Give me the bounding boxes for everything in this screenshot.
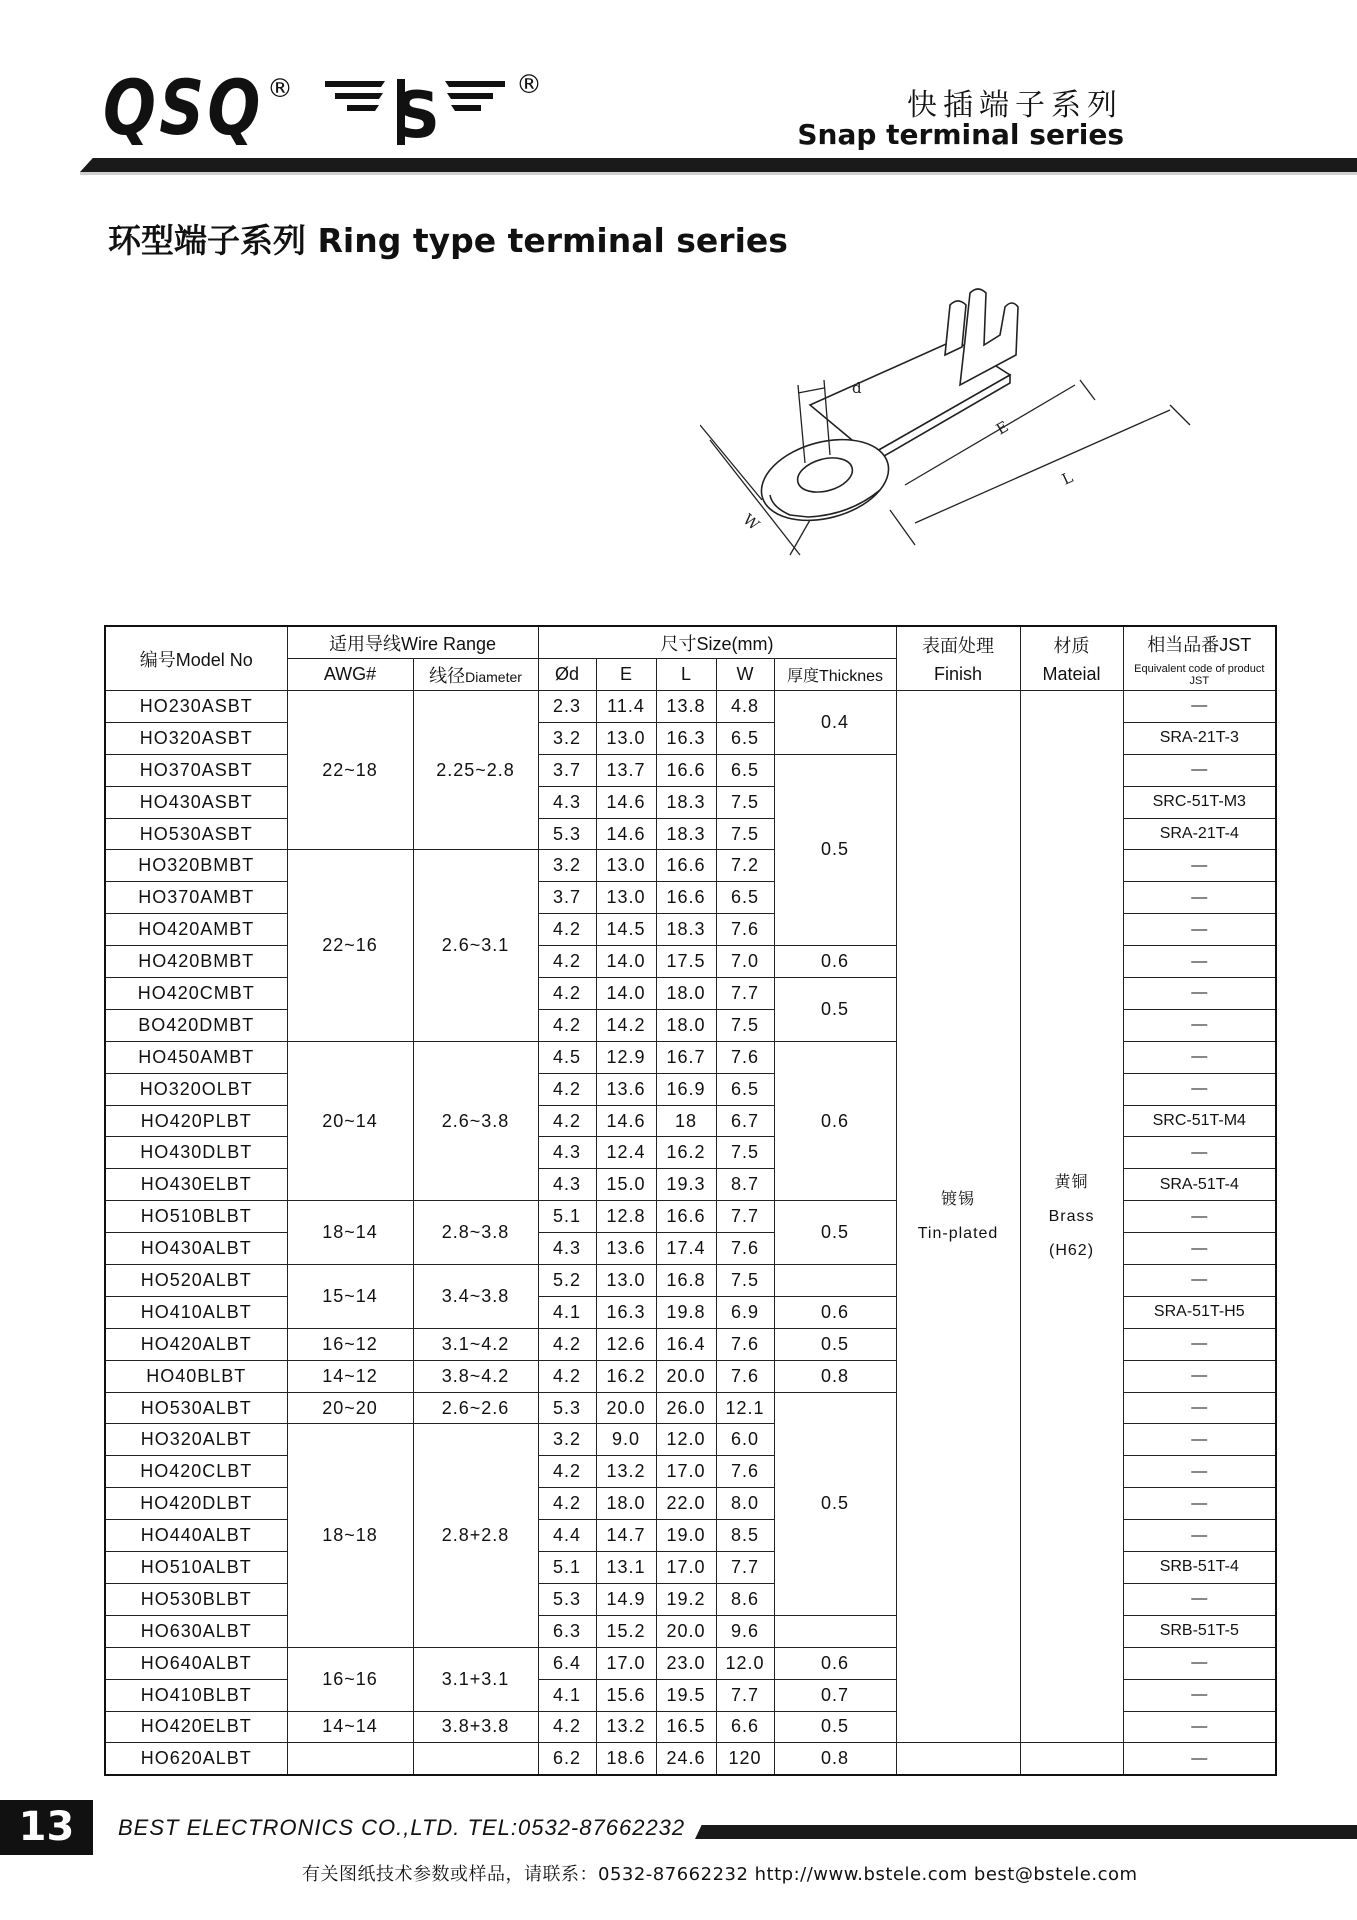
thickness-cell: 0.5 [774,978,896,1042]
jst-cell: — [1123,1041,1276,1073]
e-cell: 13.1 [596,1552,656,1584]
bs-logo-letter: S [393,79,441,147]
w-cell: 6.5 [716,754,774,786]
d-cell: 4.3 [538,1169,596,1201]
e-cell: 13.6 [596,1233,656,1265]
header-d: Ød [538,659,596,691]
w-cell: 9.6 [716,1615,774,1647]
thickness-cell [774,1265,896,1297]
w-cell: 7.5 [716,1265,774,1297]
w-cell: 12.1 [716,1392,774,1424]
model-cell: HO630ALBT [105,1615,287,1647]
d-cell: 6.4 [538,1647,596,1679]
model-cell: HO510ALBT [105,1552,287,1584]
model-cell: HO420AMBT [105,914,287,946]
jst-cell: — [1123,1711,1276,1743]
e-cell: 13.0 [596,850,656,882]
l-cell: 26.0 [656,1392,716,1424]
jst-cell: SRB-51T-4 [1123,1552,1276,1584]
diameter-cell: 2.6~2.6 [413,1392,538,1424]
awg-cell: 16~16 [287,1647,413,1711]
header-jst-sub: Equivalent code of product JST [1134,662,1265,687]
model-cell: HO530ALBT [105,1392,287,1424]
awg-cell: 22~16 [287,850,413,1041]
header-rule-shadow [80,172,1357,175]
d-cell: 3.2 [538,850,596,882]
header-model: 编号Model No [105,626,287,691]
d-cell: 4.2 [538,1488,596,1520]
model-cell: HO620ALBT [105,1743,287,1775]
spec-table [104,625,1277,1776]
jst-cell: — [1123,754,1276,786]
model-cell: HO430ALBT [105,1233,287,1265]
model-cell: HO430DLBT [105,1137,287,1169]
e-cell: 13.0 [596,722,656,754]
diameter-cell: 3.4~3.8 [413,1265,538,1329]
jst-cell: — [1123,914,1276,946]
l-cell: 16.7 [656,1041,716,1073]
header-material-cn: 材质 [1053,636,1090,656]
w-cell: 7.5 [716,818,774,850]
diameter-cell: 3.8+3.8 [413,1711,538,1743]
d-cell: 4.2 [538,1456,596,1488]
jst-cell: — [1123,1424,1276,1456]
l-cell: 20.0 [656,1360,716,1392]
model-cell: HO530BLBT [105,1583,287,1615]
thickness-cell: 0.5 [774,754,896,945]
e-cell: 12.9 [596,1041,656,1073]
w-cell: 6.5 [716,722,774,754]
model-cell: HO320ASBT [105,722,287,754]
w-cell: 6.9 [716,1296,774,1328]
header-jst-cn: 相当品番JST [1147,634,1252,655]
section-title: 环型端子系列 Ring type terminal series [108,221,788,260]
l-cell: 19.0 [656,1520,716,1552]
w-cell: 7.6 [716,1233,774,1265]
header-rule [80,158,1357,172]
model-cell: HO420ALBT [105,1328,287,1360]
finish-en: Tin-plated [917,1224,999,1242]
table-row [105,1743,1276,1775]
l-cell: 16.6 [656,754,716,786]
l-cell: 18.3 [656,818,716,850]
finish-cell [896,691,1020,1743]
w-cell: 8.7 [716,1169,774,1201]
jst-cell: — [1123,1233,1276,1265]
diameter-cell: 2.8~3.8 [413,1201,538,1265]
brand-logo-qsq: QSQ [103,63,264,152]
e-cell: 14.6 [596,1105,656,1137]
finish-cn: 镀锡 [941,1190,976,1208]
model-cell: HO410BLBT [105,1679,287,1711]
l-cell: 19.3 [656,1169,716,1201]
e-cell: 11.4 [596,691,656,723]
e-cell: 14.9 [596,1583,656,1615]
d-cell: 4.1 [538,1679,596,1711]
d-cell: 4.1 [538,1296,596,1328]
model-cell: HO420CLBT [105,1456,287,1488]
d-cell: 5.1 [538,1201,596,1233]
diameter-cell: 3.8~4.2 [413,1360,538,1392]
w-cell: 8.5 [716,1520,774,1552]
model-cell: HO320OLBT [105,1073,287,1105]
e-cell: 15.6 [596,1679,656,1711]
w-cell: 7.5 [716,1009,774,1041]
model-cell: HO370ASBT [105,754,287,786]
l-cell: 19.5 [656,1679,716,1711]
l-cell: 17.0 [656,1552,716,1584]
model-cell: HO510BLBT [105,1201,287,1233]
header-e: E [596,659,656,691]
w-cell: 7.7 [716,1552,774,1584]
jst-cell: SRA-21T-4 [1123,818,1276,850]
material-grade: (H62) [1049,1241,1095,1259]
header-diameter-cn: 线径 [429,665,466,686]
thickness-cell: 0.6 [774,1041,896,1200]
jst-cell: — [1123,978,1276,1010]
l-cell: 16.5 [656,1711,716,1743]
awg-cell: 14~12 [287,1360,413,1392]
jst-cell: — [1123,1679,1276,1711]
awg-cell: 20~20 [287,1392,413,1424]
diameter-cell [413,1743,538,1775]
model-cell: HO530ASBT [105,818,287,850]
w-cell: 6.6 [716,1711,774,1743]
w-cell: 12.0 [716,1647,774,1679]
w-cell: 6.5 [716,1073,774,1105]
jst-cell: — [1123,1392,1276,1424]
l-cell: 18.0 [656,978,716,1010]
model-cell: HO520ALBT [105,1265,287,1297]
material-cell-empty [1020,1743,1123,1775]
jst-cell: SRC-51T-M3 [1123,786,1276,818]
d-cell: 4.2 [538,1105,596,1137]
category-title-cn: 快插端子系列 [907,88,1123,123]
w-cell: 7.6 [716,1328,774,1360]
w-cell: 7.7 [716,978,774,1010]
jst-cell: — [1123,1265,1276,1297]
l-cell: 23.0 [656,1647,716,1679]
header-material-en: Mateial [1042,664,1101,684]
d-cell: 2.3 [538,691,596,723]
jst-cell: — [1123,1009,1276,1041]
awg-cell: 15~14 [287,1265,413,1329]
registered-mark: ® [267,74,293,104]
jst-cell: — [1123,946,1276,978]
model-cell: HO420DLBT [105,1488,287,1520]
thickness-cell: 0.8 [774,1743,896,1775]
jst-cell: — [1123,1201,1276,1233]
model-cell: BO420DMBT [105,1009,287,1041]
awg-cell: 18~18 [287,1424,413,1647]
header-material [1020,626,1123,691]
diameter-cell: 3.1~4.2 [413,1328,538,1360]
model-cell: HO370AMBT [105,882,287,914]
jst-cell: — [1123,1137,1276,1169]
e-cell: 13.6 [596,1073,656,1105]
material-cell [1020,691,1123,1743]
model-cell: HO420ELBT [105,1711,287,1743]
l-cell: 16.6 [656,850,716,882]
e-cell: 13.0 [596,882,656,914]
jst-cell: SRB-51T-5 [1123,1615,1276,1647]
w-cell: 7.7 [716,1679,774,1711]
model-cell: HO320BMBT [105,850,287,882]
d-cell: 5.3 [538,818,596,850]
d-cell: 5.3 [538,1583,596,1615]
diameter-cell: 2.6~3.1 [413,850,538,1041]
e-cell: 14.0 [596,946,656,978]
e-cell: 18.6 [596,1743,656,1775]
l-cell: 16.3 [656,722,716,754]
thickness-cell: 0.5 [774,1711,896,1743]
header-diameter [413,659,538,691]
header-diameter-en: Diameter [465,668,522,685]
l-cell: 12.0 [656,1424,716,1456]
w-cell: 7.7 [716,1201,774,1233]
d-cell: 4.2 [538,1073,596,1105]
l-cell: 18 [656,1105,716,1137]
jst-cell: SRA-51T-H5 [1123,1296,1276,1328]
l-cell: 20.0 [656,1615,716,1647]
e-cell: 12.4 [596,1137,656,1169]
jst-cell: — [1123,850,1276,882]
page-number: 13 [0,1800,93,1855]
header-jst [1123,626,1276,691]
w-cell: 8.6 [716,1583,774,1615]
registered-mark-2: ® [516,70,542,100]
e-cell: 16.3 [596,1296,656,1328]
e-cell: 14.5 [596,914,656,946]
d-cell: 3.7 [538,754,596,786]
e-cell: 12.8 [596,1201,656,1233]
e-cell: 12.6 [596,1328,656,1360]
jst-cell: SRA-51T-4 [1123,1169,1276,1201]
header-l: L [656,659,716,691]
d-cell: 4.3 [538,1137,596,1169]
jst-cell: — [1123,1647,1276,1679]
d-cell: 4.2 [538,978,596,1010]
jst-cell: — [1123,1073,1276,1105]
header-finish-en: Finish [934,664,983,684]
awg-cell [287,1743,413,1775]
w-cell: 7.6 [716,914,774,946]
w-cell: 7.5 [716,1137,774,1169]
jst-cell: — [1123,691,1276,723]
thickness-cell: 0.7 [774,1679,896,1711]
material-cn: 黄铜 [1054,1173,1089,1191]
model-cell: HO440ALBT [105,1520,287,1552]
label-e: E [993,417,1012,439]
model-cell: HO420PLBT [105,1105,287,1137]
jst-cell: — [1123,1360,1276,1392]
model-cell: HO420BMBT [105,946,287,978]
diameter-cell: 2.6~3.8 [413,1041,538,1200]
w-cell: 7.2 [716,850,774,882]
e-cell: 20.0 [596,1392,656,1424]
l-cell: 24.6 [656,1743,716,1775]
thickness-cell: 0.6 [774,1647,896,1679]
d-cell: 4.2 [538,1360,596,1392]
d-cell: 4.2 [538,1009,596,1041]
l-cell: 18.3 [656,786,716,818]
thickness-cell: 0.6 [774,1296,896,1328]
d-cell: 6.3 [538,1615,596,1647]
awg-cell: 22~18 [287,691,413,850]
l-cell: 22.0 [656,1488,716,1520]
w-cell: 8.0 [716,1488,774,1520]
l-cell: 16.4 [656,1328,716,1360]
l-cell: 16.8 [656,1265,716,1297]
l-cell: 18.0 [656,1009,716,1041]
l-cell: 17.0 [656,1456,716,1488]
thickness-cell [774,1615,896,1647]
bs-logo [325,75,505,147]
d-cell: 5.3 [538,1392,596,1424]
d-cell: 4.2 [538,1711,596,1743]
thickness-cell: 0.5 [774,1392,896,1615]
diameter-cell: 2.8+2.8 [413,1424,538,1647]
finish-cell-empty [896,1743,1020,1775]
model-cell: HO640ALBT [105,1647,287,1679]
w-cell: 7.6 [716,1456,774,1488]
l-cell: 17.4 [656,1233,716,1265]
model-cell: HO320ALBT [105,1424,287,1456]
e-cell: 15.2 [596,1615,656,1647]
header-awg: AWG# [287,659,413,691]
awg-cell: 18~14 [287,1201,413,1265]
jst-cell: — [1123,1520,1276,1552]
l-cell: 16.6 [656,882,716,914]
diameter-cell: 3.1+3.1 [413,1647,538,1711]
l-cell: 18.3 [656,914,716,946]
d-cell: 6.2 [538,1743,596,1775]
d-cell: 4.2 [538,1328,596,1360]
d-cell: 3.2 [538,722,596,754]
d-cell: 5.2 [538,1265,596,1297]
l-cell: 16.9 [656,1073,716,1105]
e-cell: 14.0 [596,978,656,1010]
contact-line: 有关图纸技术参数或样品，请联系：0532-87662232 http://www.bstele.com best@bstele.com [302,1864,1138,1885]
l-cell: 17.5 [656,946,716,978]
jst-cell: — [1123,1456,1276,1488]
category-title-en: Snap terminal series [797,118,1124,151]
e-cell: 13.2 [596,1456,656,1488]
l-cell: 13.8 [656,691,716,723]
model-cell: HO410ALBT [105,1296,287,1328]
thickness-cell: 0.5 [774,1201,896,1265]
e-cell: 16.2 [596,1360,656,1392]
d-cell: 4.2 [538,946,596,978]
model-cell: HO420CMBT [105,978,287,1010]
w-cell: 4.8 [716,691,774,723]
awg-cell: 16~12 [287,1328,413,1360]
diameter-cell: 2.25~2.8 [413,691,538,850]
jst-cell: — [1123,1743,1276,1775]
e-cell: 13.2 [596,1711,656,1743]
w-cell: 6.7 [716,1105,774,1137]
header-finish [896,626,1020,691]
thickness-cell: 0.8 [774,1360,896,1392]
model-cell: HO450AMBT [105,1041,287,1073]
ring-terminal-diagram [700,285,1200,605]
e-cell: 14.6 [596,786,656,818]
table-row [105,691,1276,723]
spec-table-wrap [104,625,1275,1776]
header-w: W [716,659,774,691]
d-cell: 4.4 [538,1520,596,1552]
e-cell: 14.2 [596,1009,656,1041]
label-d: d [852,379,862,397]
jst-cell: — [1123,1488,1276,1520]
l-cell: 19.2 [656,1583,716,1615]
header-finish-cn: 表面处理 [922,636,995,656]
model-cell: HO40BLBT [105,1360,287,1392]
w-cell: 7.0 [716,946,774,978]
model-cell: HO430ELBT [105,1169,287,1201]
w-cell: 120 [716,1743,774,1775]
d-cell: 5.1 [538,1552,596,1584]
thickness-cell: 0.4 [774,691,896,755]
model-cell: HO430ASBT [105,786,287,818]
e-cell: 18.0 [596,1488,656,1520]
e-cell: 13.7 [596,754,656,786]
awg-cell: 14~14 [287,1711,413,1743]
thickness-cell: 0.5 [774,1328,896,1360]
label-w: W [739,510,763,534]
l-cell: 19.8 [656,1296,716,1328]
d-cell: 3.7 [538,882,596,914]
e-cell: 17.0 [596,1647,656,1679]
d-cell: 4.2 [538,914,596,946]
footer-rule [695,1825,1357,1839]
w-cell: 6.5 [716,882,774,914]
jst-cell: — [1123,1583,1276,1615]
w-cell: 6.0 [716,1424,774,1456]
spec-table-body [105,691,1276,1776]
l-cell: 16.2 [656,1137,716,1169]
l-cell: 16.6 [656,1201,716,1233]
d-cell: 3.2 [538,1424,596,1456]
w-cell: 7.6 [716,1360,774,1392]
e-cell: 9.0 [596,1424,656,1456]
label-l: L [1059,468,1076,489]
awg-cell: 20~14 [287,1041,413,1200]
e-cell: 15.0 [596,1169,656,1201]
company-line: BEST ELECTRONICS CO.,LTD. TEL:0532-87662232 [118,1815,686,1840]
w-cell: 7.6 [716,1041,774,1073]
d-cell: 4.3 [538,786,596,818]
material-en: Brass [1048,1207,1095,1225]
jst-cell: — [1123,882,1276,914]
header-thickness: 厚度Thicknes [774,659,896,691]
model-cell: HO230ASBT [105,691,287,723]
thickness-cell: 0.6 [774,946,896,978]
d-cell: 4.3 [538,1233,596,1265]
d-cell: 4.5 [538,1041,596,1073]
e-cell: 14.7 [596,1520,656,1552]
e-cell: 14.6 [596,818,656,850]
e-cell: 13.0 [596,1265,656,1297]
jst-cell: — [1123,1328,1276,1360]
header-size: 尺寸Size(mm) [538,626,896,659]
jst-cell: SRA-21T-3 [1123,722,1276,754]
header-wire-range: 适用导线Wire Range [287,626,538,659]
w-cell: 7.5 [716,786,774,818]
jst-cell: SRC-51T-M4 [1123,1105,1276,1137]
